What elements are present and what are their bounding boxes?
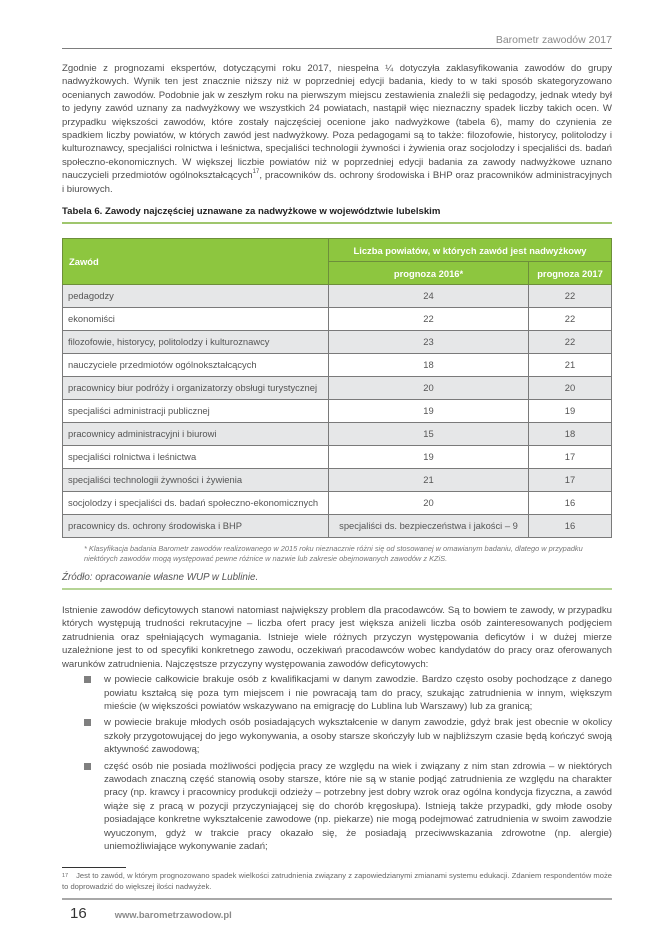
cell-occupation: specjaliści administracji publicznej — [63, 400, 329, 423]
cell-2017: 17 — [529, 469, 612, 492]
cell-occupation: ekonomiści — [63, 308, 329, 331]
cell-occupation: specjaliści rolnictwa i leśnictwa — [63, 446, 329, 469]
table-row — [63, 515, 612, 538]
running-header — [62, 30, 612, 48]
header-occupation: Zawód — [63, 239, 329, 285]
table-row — [63, 492, 612, 515]
table-row — [63, 446, 612, 469]
cell-2017: 17 — [529, 446, 612, 469]
table-caption: Tabela 6. Zawody najczęściej uznawane za nadwyżkowe w województwie lubelskim — [62, 206, 441, 218]
document-page — [62, 0, 612, 939]
cell-2016: 20 — [329, 492, 529, 515]
cell-2017: 16 — [529, 515, 612, 538]
cell-occupation: pracownicy ds. ochrony środowiska i BHP — [63, 515, 329, 538]
table-row — [63, 285, 612, 308]
caption-divider — [62, 222, 612, 224]
page-footer — [62, 905, 612, 923]
footnote-number: 17 — [62, 873, 69, 880]
square-bullet-icon — [84, 676, 91, 683]
cell-2016: 19 — [329, 400, 529, 423]
table-note: * Klasyfikacja badania Barometr zawodów realizowanego w 2015 roku nieznacznie różni się od stosowanej w omawianym badaniu, dlatego w przypadku niektórych zawodów mogą występować pewne różnice w nazwie lub zakresie obejmowanych zawodów z KZiS. — [84, 544, 583, 564]
footnote-text: Jest to zawód, w którym prognozowano spadek wielkości zatrudnienia związany z zapowiedzianymi zmianami systemu edukacji. Zdaniem respondentów może to doprowadzić do większej ilości nadwyżek. — [62, 871, 612, 891]
cell-2017: 19 — [529, 400, 612, 423]
table-row — [63, 308, 612, 331]
table-body — [63, 285, 612, 538]
list-item — [84, 673, 612, 713]
cell-2016: 23 — [329, 331, 529, 354]
cell-2016: specjaliści ds. bezpieczeństwa i jakości – 9 — [329, 515, 529, 538]
intro-paragraph — [62, 62, 612, 196]
header-divider — [62, 48, 612, 49]
cell-2016: 24 — [329, 285, 529, 308]
footnote — [62, 871, 612, 892]
table-row — [63, 469, 612, 492]
table-row — [63, 423, 612, 446]
header-2017: prognoza 2017 — [529, 262, 612, 285]
list-item-text: część osób nie posiada możliwości podjęcia pracy ze względu na wiek i związany z nim stan zdrowia – w niektórych zawodach znaczną część stanowią osoby starsze, które nie są w stanie podjąć zatrudnienia ze względu na charakter pracy (np. krawcy i pracownicy produkcji odzieży – potrzebny jest dobry wzrok oraz ogólna kondycja fizyczna, a zawód wiąże się z pracą w pozycji przyczyniającej się do chorób kręgosłupa). Istnieją także przypadki, gdy młode osoby posiadające konkretne wykształcenie zawodowe (np. piekarze) nie mogą podejmować zatrudnienia w swoim zawodzie wyuczonym, gdyż w trakcie pracy okazało się, że posiadają przeciwwskazania zdrowotne (np. alergie) uniemożliwiające wykonywanie zadań; — [104, 760, 612, 852]
table-row — [63, 377, 612, 400]
cell-2017: 18 — [529, 423, 612, 446]
table-row — [63, 331, 612, 354]
website-link[interactable]: www.barometrzawodow.pl — [114, 909, 232, 921]
cell-2017: 22 — [529, 308, 612, 331]
cell-2016: 18 — [329, 354, 529, 377]
list-item-text: w powiecie całkowicie brakuje osób z kwalifikacjami w danym zawodzie. Bardzo często osoby pochodzące z danego powiatu kształcą się poza tym miejscem i nie powracają tam do pracy, szukając zatrudnienia w innym, większym mieście (w większości powiatów wskazywano na emigrację do Lublina lub Warszawy) lub za granicą; — [104, 674, 612, 712]
cell-occupation: specjaliści technologii żywności i żywienia — [63, 469, 329, 492]
cell-2017: 20 — [529, 377, 612, 400]
cell-occupation: socjolodzy i specjaliści ds. badań społeczno-ekonomicznych — [63, 492, 329, 515]
page-number: 16 — [70, 905, 87, 923]
running-header-title: Barometr zawodów 2017 — [495, 34, 612, 46]
cell-2016: 21 — [329, 469, 529, 492]
cell-occupation: nauczyciele przedmiotów ogólnokształcących — [63, 354, 329, 377]
reasons-list — [84, 673, 612, 853]
cell-occupation: pracownicy administracyjni i biurowi — [63, 423, 329, 446]
list-item-text: w powiecie brakuje młodych osób posiadających wykształcenie w danym zawodzie, gdyż brak jest obecnie w okolicy szkoły przygotowującej do jego wykonywania, a osoby starsze skończyły lub w najbliższym czasie będą kończyć swoją aktywność zawodową; — [104, 717, 612, 756]
intro-text: Zgodnie z prognozami ekspertów, dotyczącymi roku 2017, niespełna ¼ dotyczyła zaklasyfikowania zawodów do grupy nadwyżkowych. Wynik ten jest znacznie niższy niż w poprzedniej edycji badania, kiedy to w taki sposób skategoryzowano ocenianych zawodów. Podobnie jak w zeszłym roku na pierwszym miejscu zestawienia znaleźli się pedagodzy, jednak wtedy był to jedyny zawód uznany za nadwyżkowy we wszystkich 24 powiatach, nastąpił więc nieznaczny spadek liczby takich ocen. W przypadku większości zawodów, które zostały najczęściej ocenione jako nadwyżkowe (tabela 6), mamy do czynienia ze spadkiem liczby powiatów, w których zawód jest nadwyżkowy. Poza pedagogami są to także: filozofowie, historycy, politolodzy i kulturoznawcy, specjaliści rolnictwa i leśnictwa, specjaliści technologii żywności i żywienia oraz socjolodzy i specjaliści ds. badań społeczno-ekonomicznych. W większej liczbie powiatów niż w poprzedniej edycji badania za zawody nadwyżkowe uznano nauczycieli przedmiotów ogólnokształcących — [62, 63, 612, 182]
table-source: Źródło: opracowanie własne WUP w Lublinie. — [62, 572, 259, 584]
intro-text-end: , pracowników ds. ochrony środowiska i BHP oraz pracowników administracyjnych i biurowych. — [62, 170, 612, 195]
source-divider — [62, 588, 612, 590]
cell-occupation: filozofowie, historycy, politolodzy i kulturoznawcy — [63, 331, 329, 354]
table-row — [63, 400, 612, 423]
header-group: Liczba powiatów, w których zawód jest nadwyżkowy — [329, 239, 612, 262]
list-item — [84, 716, 612, 756]
square-bullet-icon — [84, 719, 91, 726]
cell-2016: 20 — [329, 377, 529, 400]
table-row — [63, 354, 612, 377]
footer-divider — [62, 898, 612, 900]
cell-2017: 22 — [529, 331, 612, 354]
header-2016: prognoza 2016* — [329, 262, 529, 285]
deficit-paragraph: Istnienie zawodów deficytowych stanowi natomiast największy problem dla pracodawców. Są to bowiem te zawody, w przypadku których występują trudności rekrutacyjne – liczba ofert pracy jest większa aniżeli liczba osób zainteresowanych podjęciem zatrudnienia oraz spełniających wymagania. Istnieje wiele różnych przyczyn występowania deficytów i w dużej mierze uzależnione jest to od specyfiki konkretnego zawodu, oczekiwań pracodawców wobec kandydatów do pracy oraz oferowanych warunków zatrudnienia. Najczęstsze przyczyny występowania zawodów deficytowych: — [62, 605, 612, 670]
footnote-divider — [62, 867, 126, 868]
cell-occupation: pedagodzy — [63, 285, 329, 308]
cell-2016: 19 — [329, 446, 529, 469]
cell-2016: 15 — [329, 423, 529, 446]
cell-2017: 22 — [529, 285, 612, 308]
footnote-ref[interactable]: 17 — [252, 169, 260, 176]
cell-2017: 16 — [529, 492, 612, 515]
cell-occupation: pracownicy biur podróży i organizatorzy obsługi turystycznej — [63, 377, 329, 400]
cell-2017: 21 — [529, 354, 612, 377]
cell-2016: 22 — [329, 308, 529, 331]
square-bullet-icon — [84, 763, 91, 770]
list-item — [84, 760, 612, 854]
surplus-occupations-table — [62, 238, 612, 538]
